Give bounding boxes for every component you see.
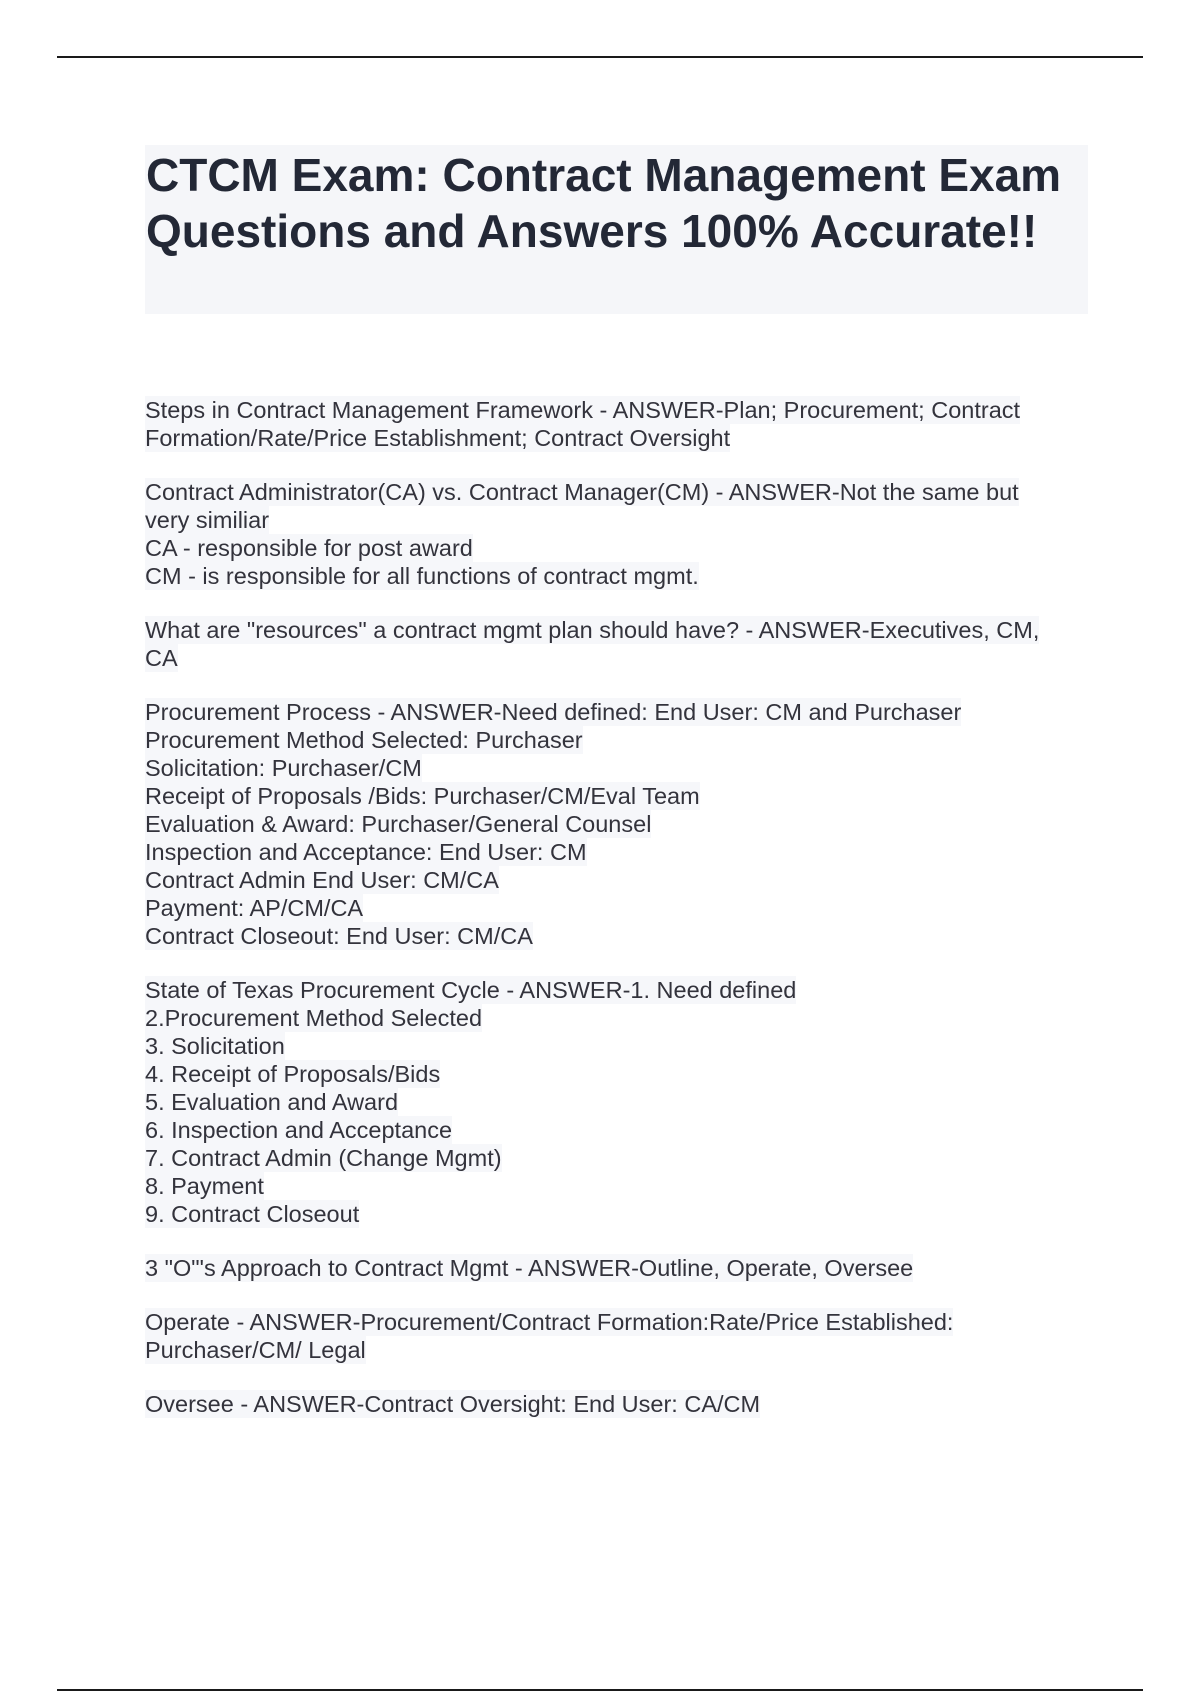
qa-line: Contract Admin End User: CM/CA [145,867,499,893]
qa-line: Purchaser/CM/ Legal [145,1337,366,1363]
qa-line: Procurement Method Selected: Purchaser [145,727,583,753]
qa-line: State of Texas Procurement Cycle - ANSWER-1. Need defined [145,977,797,1003]
qa-line: Oversee - ANSWER-Contract Oversight: End User: CA/CM [145,1391,761,1417]
qa-line: Contract Closeout: End User: CM/CA [145,923,533,949]
qa-line: Steps in Contract Management Framework - ANSWER-Plan; Procurement; Contract [145,397,1021,423]
qa-entry [145,478,1085,590]
qa-entry [145,698,1085,950]
qa-line: Contract Administrator(CA) vs. Contract Manager(CM) - ANSWER-Not the same but [145,479,1019,505]
qa-entry [145,1254,1085,1282]
qa-line: 8. Payment [145,1173,264,1199]
qa-line: 5. Evaluation and Award [145,1089,399,1115]
qa-entry [145,396,1085,452]
qa-list [145,396,1085,1444]
qa-line: Procurement Process - ANSWER-Need defined: End User: CM and Purchaser [145,699,962,725]
qa-line: 2.Procurement Method Selected [145,1005,483,1031]
qa-line: What are "resources" a contract mgmt plan should have? - ANSWER-Executives, CM, [145,617,1040,643]
qa-line: Operate - ANSWER-Procurement/Contract Formation:Rate/Price Established: [145,1309,954,1335]
document-title: CTCM Exam: Contract Management Exam Questions and Answers 100% Accurate!! [146,149,1062,257]
qa-line: very similiar [145,507,270,533]
bottom-rule [57,1689,1143,1691]
qa-line: CM - is responsible for all functions of contract mgmt. [145,563,699,589]
qa-entry [145,976,1085,1228]
qa-line: 7. Contract Admin (Change Mgmt) [145,1145,502,1171]
qa-line: 3 "O"'s Approach to Contract Mgmt - ANSWER-Outline, Operate, Oversee [145,1255,914,1281]
qa-line: Payment: AP/CM/CA [145,895,364,921]
qa-line: CA - responsible for post award [145,535,473,561]
top-rule [57,56,1143,58]
qa-line: CA [145,645,178,671]
qa-line: 6. Inspection and Acceptance [145,1117,453,1143]
qa-line: 4. Receipt of Proposals/Bids [145,1061,441,1087]
qa-line: Receipt of Proposals /Bids: Purchaser/CM/Eval Team [145,783,700,809]
qa-line: Evaluation & Award: Purchaser/General Counsel [145,811,652,837]
qa-line: Formation/Rate/Price Establishment; Contract Oversight [145,425,731,451]
qa-line: Solicitation: Purchaser/CM [145,755,422,781]
qa-entry [145,616,1085,672]
qa-entry [145,1308,1085,1364]
qa-line: 3. Solicitation [145,1033,285,1059]
qa-line: 9. Contract Closeout [145,1201,360,1227]
qa-entry [145,1390,1085,1418]
qa-line: Inspection and Acceptance: End User: CM [145,839,587,865]
title-block [145,145,1088,314]
